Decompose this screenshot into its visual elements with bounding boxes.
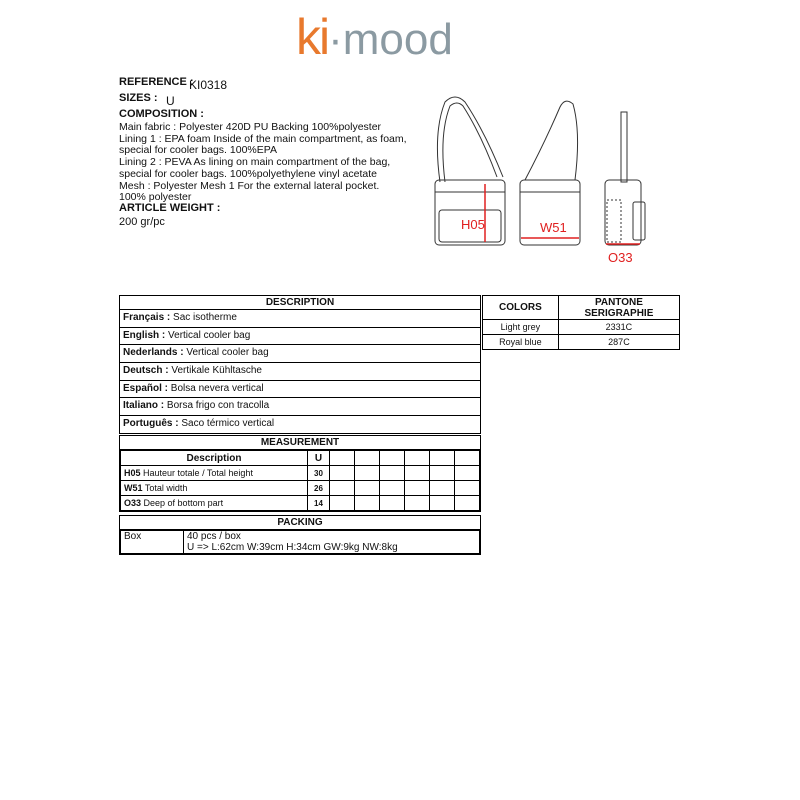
description-row	[120, 416, 480, 433]
h-dimension-label: H05	[461, 217, 485, 232]
measurement-code: H05	[124, 468, 141, 478]
measurement-description	[121, 466, 308, 481]
bag-front-body	[435, 180, 505, 245]
bag-back-body	[520, 180, 580, 245]
measurement-desc-header: Description	[121, 451, 308, 466]
w-dimension-label: W51	[540, 220, 567, 235]
pantone-code: 2331C	[558, 320, 679, 335]
measurement-value: 14	[308, 496, 330, 511]
packing-table	[119, 515, 481, 555]
description-row	[120, 381, 480, 399]
color-row	[483, 335, 680, 350]
empty-cell	[430, 466, 455, 481]
d-dimension-label: O33	[608, 250, 633, 265]
empty-cell	[355, 466, 380, 481]
empty-cell	[455, 496, 480, 511]
description-lang: Français :	[123, 312, 171, 323]
description-lang: Deutsch :	[123, 365, 169, 377]
description-row	[120, 363, 480, 381]
description-lang: English :	[123, 329, 166, 341]
measurement-value: 30	[308, 466, 330, 481]
empty-cell	[330, 496, 355, 511]
reference-value: KI0318	[189, 78, 228, 92]
measurement-value: 26	[308, 481, 330, 496]
pantone-header: PANTONE SERIGRAPHIE	[558, 296, 679, 320]
packing-details	[184, 531, 480, 554]
packing-title: PACKING	[120, 516, 480, 530]
measurement-size-header: U	[308, 451, 330, 466]
measurement-label: Hauteur totale / Total height	[143, 468, 253, 478]
measurement-label: Total width	[144, 483, 188, 493]
logo-brand-k: ki	[296, 9, 329, 65]
description-lang: Português :	[123, 418, 179, 430]
description-row	[120, 328, 480, 346]
sizes-value: U	[166, 94, 175, 108]
colors-table	[482, 295, 680, 350]
empty-cell	[405, 496, 430, 511]
description-title: DESCRIPTION	[120, 296, 480, 310]
strap-front-view	[437, 97, 503, 182]
empty-cell	[380, 466, 405, 481]
product-drawing	[425, 92, 655, 272]
logo-dot: ·	[328, 15, 343, 64]
description-row	[120, 398, 480, 416]
description-text: Saco térmico vertical	[181, 418, 275, 430]
color-name: Royal blue	[483, 335, 559, 350]
empty-cell	[430, 481, 455, 496]
strap-side-view	[621, 112, 627, 182]
color-name: Light grey	[483, 320, 559, 335]
bag-side-body	[605, 180, 641, 245]
measurement-table	[119, 435, 481, 512]
description-lang: Nederlands :	[123, 347, 184, 359]
empty-cell	[455, 481, 480, 496]
composition-label: COMPOSITION :	[119, 108, 204, 120]
measurement-code: W51	[124, 483, 143, 493]
empty-cell	[380, 481, 405, 496]
measurement-title: MEASUREMENT	[120, 436, 480, 450]
description-row	[120, 310, 480, 328]
measurement-row	[121, 466, 480, 481]
empty-cell	[455, 466, 480, 481]
brand-logo	[296, 8, 486, 68]
description-text: Sac isotherme	[173, 312, 237, 323]
measurement-description	[121, 481, 308, 496]
packing-line-2: U => L:62cm W:39cm H:34cm GW:9kg NW:8kg	[187, 542, 398, 553]
strap-inner-front	[443, 103, 497, 182]
description-text: Vertikale Kühltasche	[171, 365, 262, 377]
pantone-code: 287C	[558, 335, 679, 350]
empty-cell	[380, 496, 405, 511]
measurement-row	[121, 496, 480, 511]
composition-text: Main fabric : Polyester 420D PU Backing 100%polyester Lining 1 : EPA foam Inside of the main compartment, as foam, special for cooler bags. 100%EPA Lining 2 : PEVA As lining on main compartment of the bag, special for cooler bags. 100%polyethylene vinyl acetate Mesh : Polyester Mesh 1 For the external lateral pocket. 100% polyester	[119, 121, 407, 204]
description-row	[120, 345, 480, 363]
side-pocket	[633, 202, 645, 240]
colors-header: COLORS	[483, 296, 559, 320]
empty-cell	[355, 496, 380, 511]
empty-cell	[330, 466, 355, 481]
description-text: Bolsa nevera vertical	[170, 382, 264, 394]
side-mesh-pocket	[607, 200, 621, 242]
packing-line-1: 40 pcs / box	[187, 531, 241, 542]
logo-brand-rest: mood	[342, 15, 453, 64]
strap-back-view	[525, 101, 578, 180]
measurement-row	[121, 481, 480, 496]
measurement-description	[121, 496, 308, 511]
measurement-label: Deep of bottom part	[143, 498, 224, 508]
color-row	[483, 320, 680, 335]
reference-label: REFERENCE :	[119, 76, 194, 88]
sizes-label: SIZES :	[119, 92, 158, 104]
empty-cell	[405, 466, 430, 481]
empty-cell	[355, 481, 380, 496]
description-text: Vertical cooler bag	[186, 347, 269, 359]
packing-type: Box	[121, 531, 184, 554]
empty-cell	[405, 481, 430, 496]
empty-cell	[430, 496, 455, 511]
weight-label: ARTICLE WEIGHT :	[119, 202, 221, 214]
description-lang: Italiano :	[123, 400, 165, 412]
measurement-code: O33	[124, 498, 142, 508]
description-lang: Español :	[123, 382, 169, 394]
empty-cell	[330, 481, 355, 496]
weight-value: 200 gr/pc	[119, 216, 165, 228]
description-table	[119, 295, 481, 434]
description-text: Borsa frigo con tracolla	[166, 400, 270, 412]
description-text: Vertical cooler bag	[168, 329, 251, 341]
